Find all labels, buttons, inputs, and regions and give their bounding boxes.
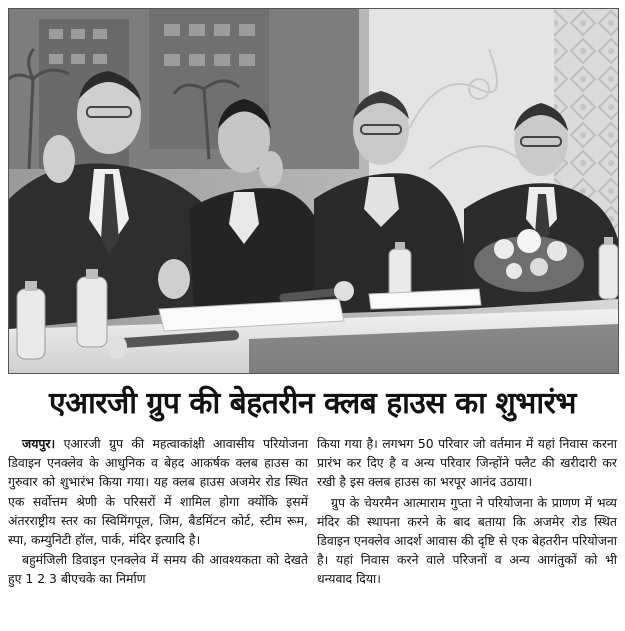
article-paragraph: बहुमंजिली डिवाइन एनक्लेव में समय की आवश्यकता को देखते हुए 1 2 3 बीएचके का निर्माण [8, 552, 308, 587]
dateline: जयपुर। [22, 436, 56, 451]
press-conference-photo [8, 8, 619, 374]
article-paragraph: ग्रुप के चेयरमैन आत्माराम गुप्ता ने परियोजना के प्राणण में भव्य मंदिर की स्थापना करने के बाद बताया कि अजमेर रोड स्थित डिवाइन एनक्लेव आदर्श आवास की दृष्टि से एक बेहतरीन परियोजना है। यहां निवास करने वाले परिजनों व अन्य आगंतुकों को भी धन्यवाद दिया। [317, 494, 617, 587]
paragraph-text: एआरजी ग्रुप की महत्वाकांक्षी आवासीय परियोजना डिवाइन एनक्लेव के आधुनिक व बेहद आकर्षक क्लब हाउस का गुरुवार को शुभारंभ किया गया। यह क्लब हाउस अजमेर रोड स्थित एक सर्वोत्तम श्रेणी के परिसरों में शामिल होगा क्योंकि इसमें अंतरराष्ट्रीय स्तर का स्विमिंगपूल, जिम, बैडमिंटन कोर्ट, स्टीम रूम, स्पा, कम्युनिटी हॉल, पार्क, मंदिर इत्यादि है। [8, 436, 308, 548]
article-body [8, 434, 617, 628]
headline: एआरजी ग्रुप की बेहतरीन क्लब हाउस का शुभारंभ [49, 386, 576, 421]
photo-illustration [9, 9, 618, 373]
article-column-2 [317, 434, 617, 628]
article-paragraph: किया गया है। लगभग 50 परिवार जो वर्तमान में यहां निवास करना प्रारंभ कर दिए है व अन्य परिवार जिन्होंने फ्लैट की खरीदारी कर रखी है इस क्लब हाउस का भरपूर आनंद उठाया। [317, 436, 617, 490]
article-paragraph [8, 434, 308, 549]
article-column-1 [8, 434, 308, 628]
